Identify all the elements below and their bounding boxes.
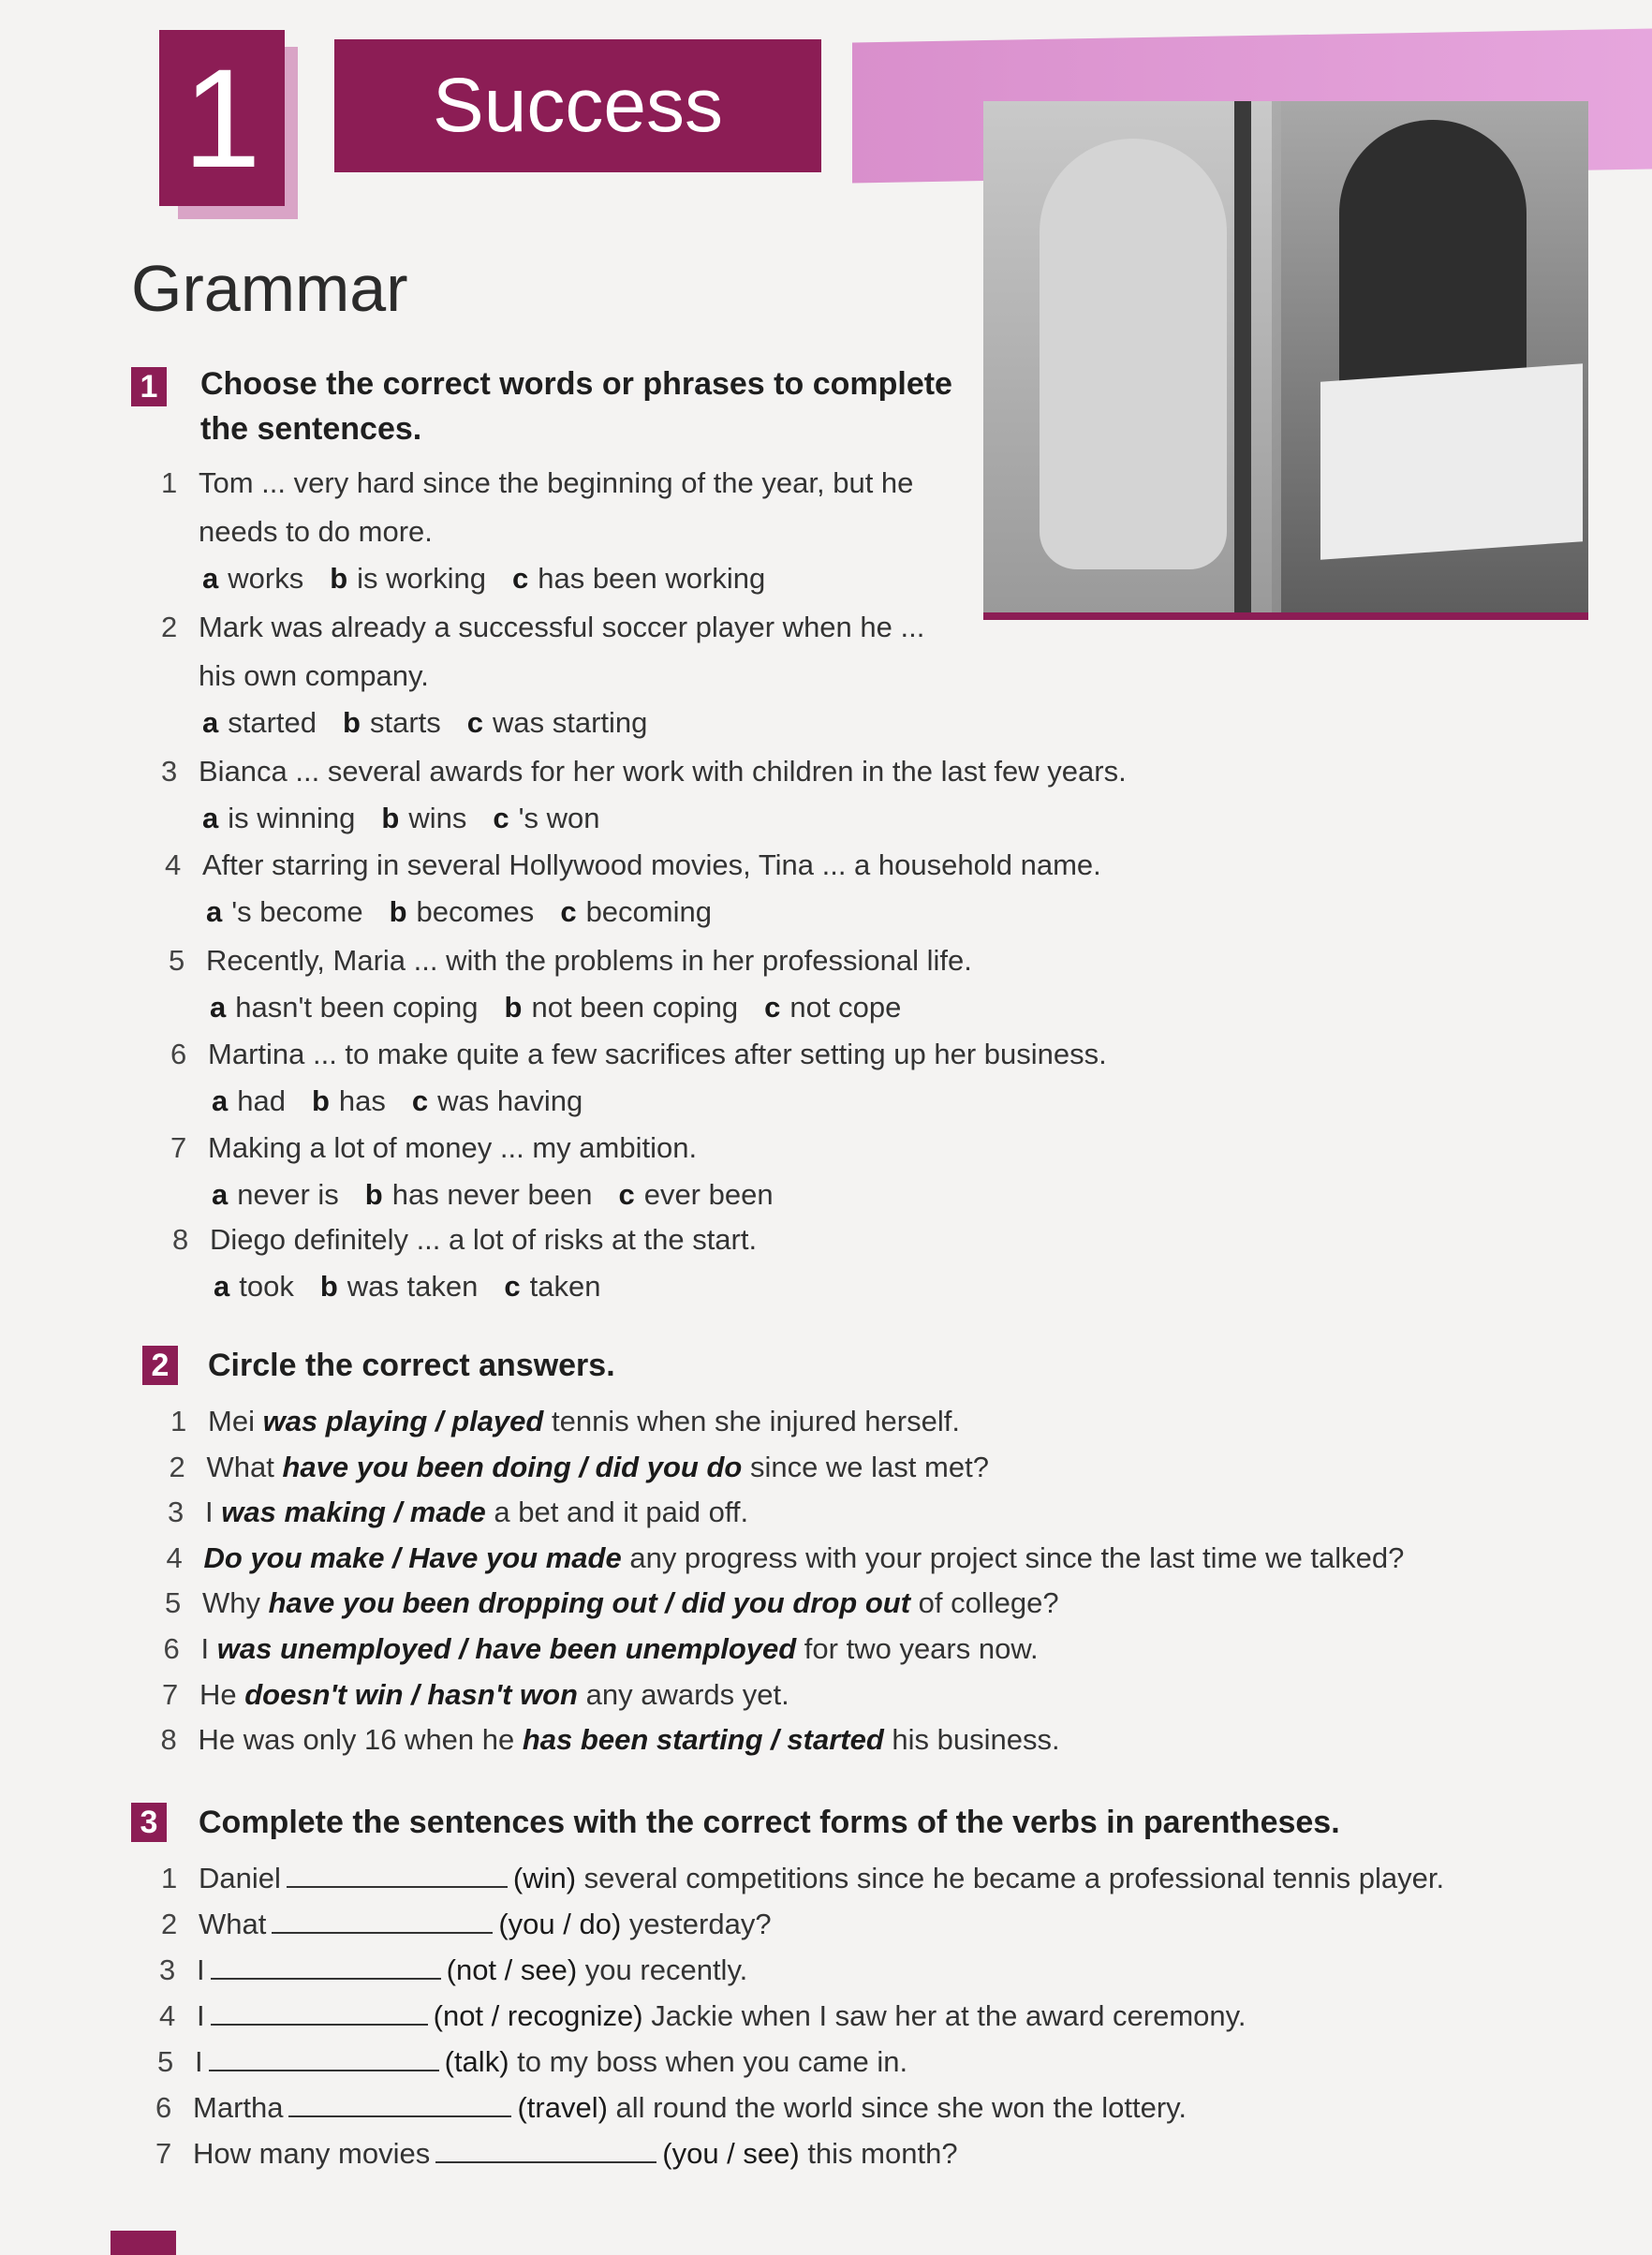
verb-cue: (travel): [517, 2091, 608, 2124]
answer-options: [212, 1178, 800, 1212]
option-letter: a: [202, 802, 219, 834]
sentence-end: Jackie when I saw her at the award ceremony.: [642, 1999, 1246, 2032]
exercise-instruction: Complete the sentences with the correct forms of the verbs in parentheses.: [199, 1805, 1340, 1840]
question-line: [161, 466, 913, 500]
sentence-end: any progress with your project since the last time we talked?: [621, 1540, 1405, 1574]
question-line: [168, 1496, 748, 1529]
question-text: Martina ... to make quite a few sacrifices after setting up her business.: [208, 1038, 1107, 1070]
answer-option[interactable]: [467, 706, 648, 739]
answer-options: [202, 706, 673, 740]
option-letter: b: [504, 991, 523, 1024]
answer-option[interactable]: [505, 991, 739, 1024]
sentence-end: a bet and it paid off.: [485, 1496, 749, 1529]
option-letter: b: [381, 802, 400, 834]
option-text: starts: [369, 706, 441, 739]
question-line: [165, 848, 1101, 882]
option-text: 's won: [518, 802, 600, 834]
option-text: had: [237, 1084, 286, 1117]
option-letter: a: [212, 1178, 229, 1211]
answer-blank-input[interactable]: [211, 1953, 441, 1980]
answer-choice[interactable]: have you been dropping out / did you drop out: [268, 1586, 911, 1620]
question-number: 4: [159, 1999, 176, 2032]
sentence-end: yesterday?: [621, 1908, 772, 1940]
question-line: [164, 1632, 1039, 1666]
sentence-start: I: [197, 1999, 205, 2032]
option-letter: c: [560, 895, 577, 928]
answer-option[interactable]: [512, 562, 765, 595]
answer-options: [214, 1270, 627, 1304]
question-number: 5: [165, 1586, 182, 1620]
question-line: [170, 1131, 697, 1165]
option-letter: b: [389, 895, 407, 928]
option-letter: a: [206, 895, 223, 928]
question-number: 1: [170, 1405, 187, 1437]
option-letter: c: [411, 1084, 429, 1117]
option-letter: b: [343, 706, 361, 739]
sentence-end: several competitions since he became a professional tennis player.: [576, 1862, 1445, 1894]
answer-options: [202, 802, 626, 835]
option-letter: a: [210, 991, 227, 1024]
answer-option[interactable]: [764, 991, 901, 1024]
sentence-start: He: [199, 1677, 245, 1711]
answer-option[interactable]: [343, 706, 441, 739]
sentence-end: any awards yet.: [578, 1677, 789, 1711]
verb-cue: (win): [512, 1862, 577, 1894]
sentence-start: What: [206, 1450, 283, 1483]
option-text: not cope: [789, 991, 902, 1024]
answer-option[interactable]: [365, 1178, 593, 1211]
question-text: needs to do more.: [199, 515, 433, 548]
option-text: never is: [237, 1178, 339, 1211]
answer-option[interactable]: [312, 1084, 386, 1117]
exercise-instruction: Circle the correct answers.: [208, 1348, 615, 1383]
answer-option[interactable]: [504, 1270, 600, 1303]
question-line: [155, 2137, 958, 2171]
option-letter: c: [764, 991, 781, 1024]
question-number: 3: [168, 1496, 184, 1529]
question-number: 2: [161, 611, 178, 643]
question-number: 8: [160, 1723, 177, 1757]
question-line: [170, 1038, 1107, 1071]
verb-cue: (talk): [444, 2045, 509, 2078]
sentence-end: all round the world since she won the lottery.: [607, 2091, 1187, 2124]
question-number: 8: [172, 1223, 189, 1256]
option-text: has: [338, 1084, 386, 1117]
question-text: his own company.: [199, 659, 429, 692]
option-text: was having: [437, 1084, 583, 1117]
question-line: [167, 1541, 1405, 1575]
woman-left-figure: [1040, 139, 1227, 569]
answer-blank-input[interactable]: [272, 1908, 493, 1934]
answer-blank-input[interactable]: [209, 2045, 439, 2071]
question-line: [172, 1223, 757, 1257]
answer-option[interactable]: [202, 562, 303, 595]
option-text: not been coping: [531, 991, 739, 1024]
question-line: [170, 1451, 989, 1484]
answer-blank-input[interactable]: [288, 2091, 511, 2117]
answer-choice[interactable]: has been starting / started: [522, 1723, 884, 1757]
option-letter: a: [214, 1270, 230, 1303]
option-letter: b: [330, 562, 348, 595]
verb-cue: (not / see): [446, 1953, 578, 1986]
sentence-start: Mei: [208, 1405, 263, 1437]
question-line: [161, 515, 433, 549]
sentence-start: I: [195, 2045, 203, 2078]
question-number: 5: [157, 2045, 174, 2078]
question-number: 4: [166, 1540, 183, 1574]
option-text: took: [239, 1270, 294, 1303]
question-text: Mark was already a successful soccer player when he ...: [199, 611, 925, 643]
question-text: Recently, Maria ... with the problems in her professional life.: [206, 944, 972, 977]
question-line: [161, 659, 429, 693]
question-number: 7: [155, 2137, 172, 2170]
option-text: was taken: [347, 1270, 479, 1303]
exercise-number: 2: [142, 1346, 178, 1385]
sentence-end: this month?: [799, 2137, 958, 2170]
sentence-end: you recently.: [577, 1953, 748, 1986]
sentence-start: Why: [202, 1586, 269, 1620]
question-text: Diego definitely ... a lot of risks at the start.: [210, 1223, 758, 1256]
question-number: 2: [169, 1450, 185, 1483]
answer-option[interactable]: [210, 991, 479, 1024]
question-line: [161, 755, 1127, 789]
answer-choice[interactable]: doesn't win / hasn't won: [244, 1677, 578, 1711]
answer-option[interactable]: [412, 1084, 583, 1117]
answer-option[interactable]: [493, 802, 599, 834]
question-number: 7: [162, 1677, 179, 1711]
question-line: [159, 1953, 747, 1987]
sentence-start: What: [199, 1908, 267, 1940]
option-letter: b: [319, 1270, 338, 1303]
photo-two-businesswomen: [983, 101, 1588, 620]
sentence-start: I: [205, 1496, 222, 1529]
question-line: [162, 1678, 789, 1712]
answer-option[interactable]: [618, 1178, 773, 1211]
answer-option[interactable]: [202, 706, 317, 739]
question-line: [170, 1405, 960, 1438]
sentence-start: I: [200, 1632, 217, 1665]
option-letter: c: [511, 562, 529, 595]
option-letter: b: [364, 1178, 383, 1211]
option-letter: c: [504, 1270, 521, 1303]
sentence-start: I: [197, 1953, 205, 1986]
option-letter: c: [466, 706, 484, 739]
question-number: 1: [161, 1862, 178, 1894]
option-text: 's become: [231, 895, 363, 928]
question-number: 6: [170, 1038, 187, 1070]
answer-option[interactable]: [330, 562, 486, 595]
sentence-end: since we last met?: [742, 1450, 989, 1483]
unit-title: Success: [334, 39, 821, 172]
answer-options: [210, 991, 927, 1024]
question-line: [155, 2091, 1187, 2125]
answer-option[interactable]: [214, 1270, 294, 1303]
unit-number-shadow: [178, 204, 298, 219]
sentence-end: of college?: [910, 1586, 1059, 1620]
question-text: Tom ... very hard since the beginning of the year, but he: [199, 466, 914, 499]
sentence-start: How many movies: [193, 2137, 431, 2170]
question-number: 6: [163, 1632, 180, 1665]
sentence-start: Daniel: [199, 1862, 281, 1894]
question-text: Making a lot of money ... my ambition.: [208, 1131, 698, 1164]
question-number: 3: [159, 1953, 176, 1986]
answer-option[interactable]: [560, 895, 712, 928]
question-line: [169, 944, 972, 978]
option-text: works: [228, 562, 304, 595]
sentence-start: He was only 16 when he: [198, 1723, 523, 1757]
exercise-instruction: Choose the correct words or phrases to complete: [200, 366, 952, 402]
question-line: [159, 1999, 1246, 2033]
option-text: taken: [529, 1270, 601, 1303]
option-text: is working: [357, 562, 486, 595]
exercise-number: 3: [131, 1803, 167, 1842]
option-text: becomes: [416, 895, 535, 928]
answer-choice[interactable]: Do you make / Have you made: [203, 1540, 622, 1574]
option-letter: c: [493, 802, 509, 834]
answer-option[interactable]: [212, 1084, 286, 1117]
option-text: started: [228, 706, 317, 739]
verb-cue: (not / recognize): [433, 1999, 643, 2032]
exercise-number: 1: [131, 367, 167, 406]
next-section-tab: [111, 2231, 176, 2255]
sentence-start: Martha: [193, 2091, 284, 2124]
sentence-end: for two years now.: [796, 1632, 1039, 1665]
answer-option[interactable]: [390, 895, 535, 928]
option-letter: c: [618, 1178, 635, 1211]
question-line: [157, 2045, 907, 2079]
option-text: has never been: [391, 1178, 593, 1211]
answer-options: [212, 1084, 609, 1118]
option-letter: b: [311, 1084, 330, 1117]
answer-options: [206, 895, 738, 929]
answer-option[interactable]: [212, 1178, 339, 1211]
option-text: ever been: [643, 1178, 774, 1211]
unit-number: 1: [159, 30, 285, 206]
question-number: 1: [161, 466, 178, 499]
question-line: [165, 1586, 1059, 1620]
sentence-end: to my boss when you came in.: [509, 2045, 908, 2078]
laptop-icon: [1320, 363, 1583, 560]
question-text: Bianca ... several awards for her work with children in the last few years.: [199, 755, 1127, 788]
question-number: 3: [161, 755, 178, 788]
answer-options: [202, 562, 791, 596]
question-line: [161, 1908, 772, 1941]
answer-choice[interactable]: have you been doing / did you do: [282, 1450, 743, 1483]
question-number: 5: [169, 944, 185, 977]
question-number: 6: [155, 2091, 172, 2124]
question-line: [161, 1723, 1060, 1757]
verb-cue: (you / see): [662, 2137, 800, 2170]
option-text: hasn't been coping: [235, 991, 479, 1024]
answer-blank-input[interactable]: [287, 1862, 508, 1888]
question-text: After starring in several Hollywood movies, Tina ... a household name.: [202, 848, 1101, 881]
sentence-end: tennis when she injured herself.: [543, 1405, 960, 1437]
answer-option[interactable]: [381, 802, 466, 834]
verb-cue: (you / do): [498, 1908, 622, 1940]
question-line: [161, 1862, 1444, 1895]
exercise-instruction: the sentences.: [200, 411, 422, 447]
question-number: 2: [161, 1908, 178, 1940]
answer-choice[interactable]: was playing / played: [262, 1405, 544, 1437]
option-text: was starting: [493, 706, 648, 739]
answer-option[interactable]: [202, 802, 355, 834]
answer-blank-input[interactable]: [211, 1999, 428, 2026]
sentence-end: his business.: [883, 1723, 1060, 1757]
answer-blank-input[interactable]: [435, 2137, 656, 2163]
answer-option[interactable]: [206, 895, 363, 928]
question-number: 4: [165, 848, 182, 881]
question-line: [161, 611, 924, 644]
section-heading: Grammar: [131, 252, 408, 325]
woman-right-figure: [1339, 120, 1527, 401]
option-letter: a: [212, 1084, 229, 1117]
option-text: wins: [408, 802, 467, 834]
answer-option[interactable]: [320, 1270, 479, 1303]
option-text: becoming: [585, 895, 712, 928]
answer-choice[interactable]: was unemployed / have been unemployed: [216, 1632, 797, 1665]
option-letter: a: [202, 706, 219, 739]
answer-choice[interactable]: was making / made: [221, 1496, 486, 1529]
option-letter: a: [202, 562, 219, 595]
question-number: 7: [170, 1131, 187, 1164]
option-text: is winning: [228, 802, 356, 834]
option-text: has been working: [538, 562, 766, 595]
